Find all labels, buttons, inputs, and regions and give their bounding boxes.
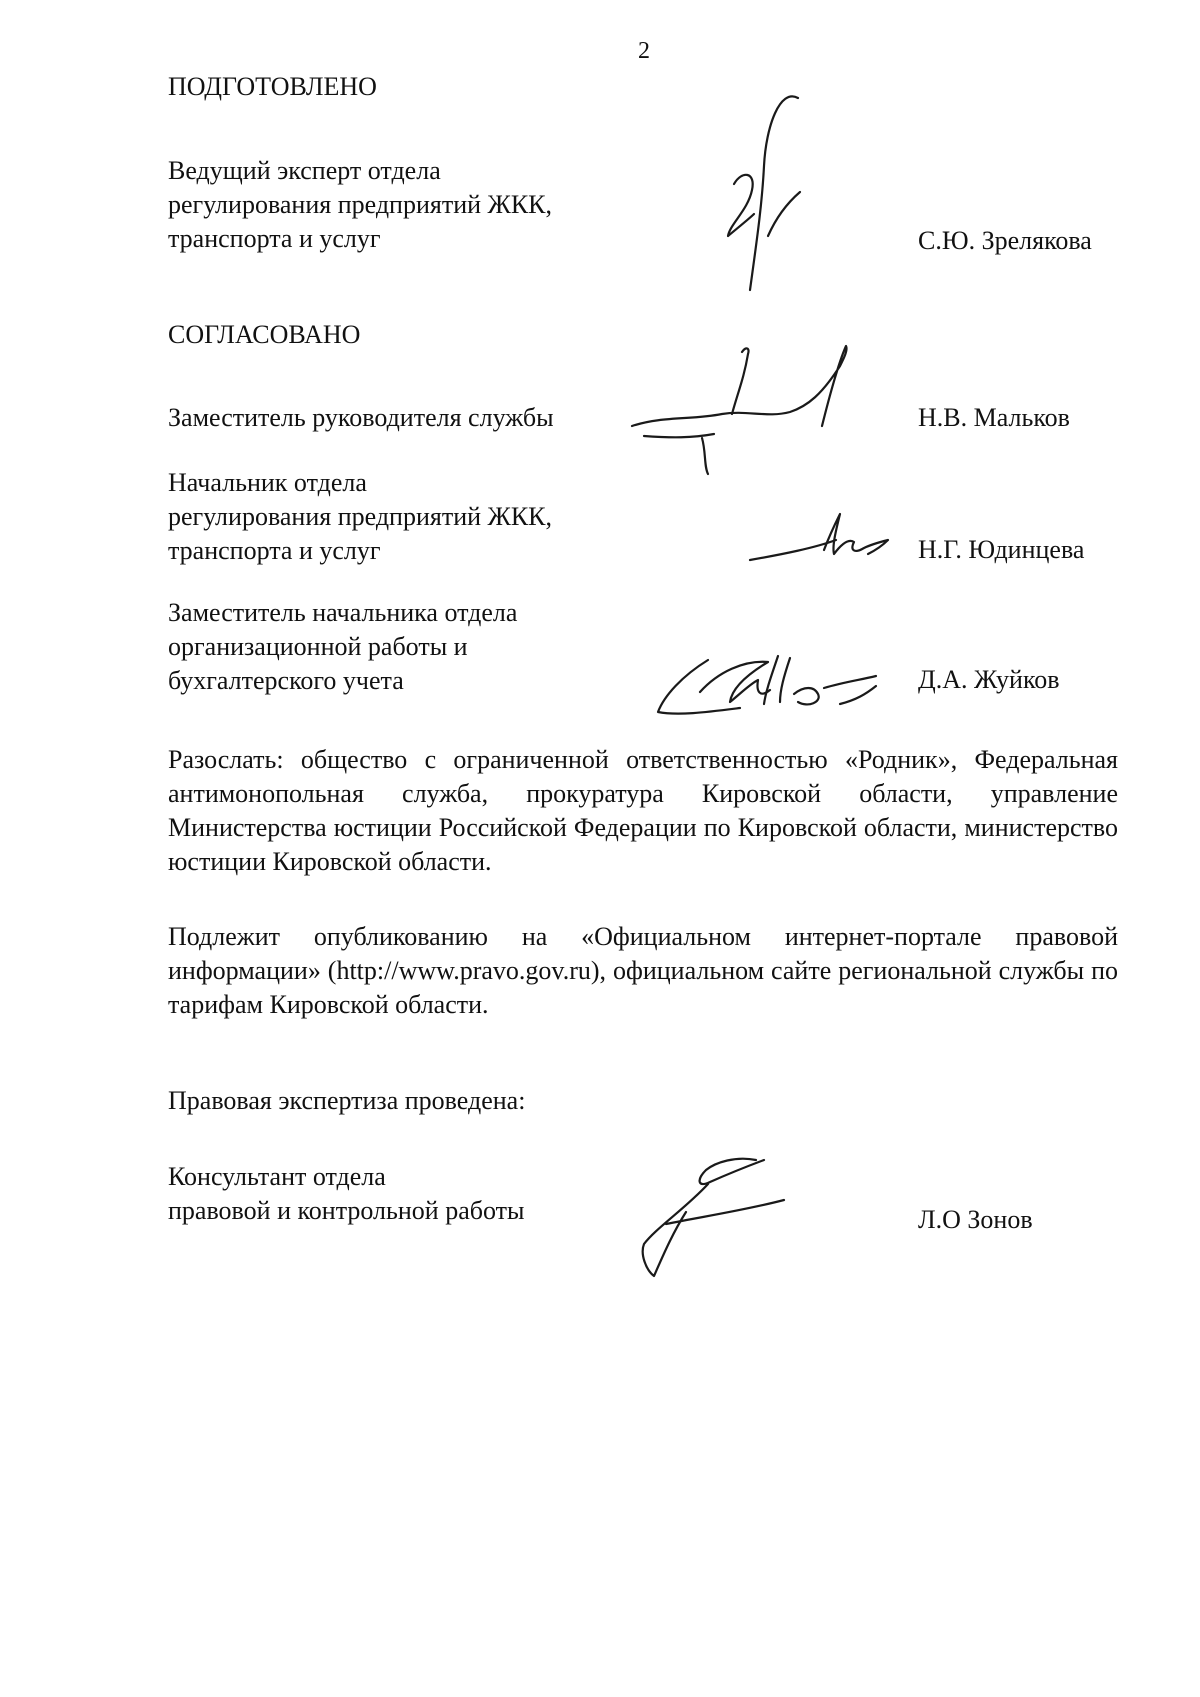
legal-review-position	[168, 1160, 524, 1228]
signature-zonov	[636, 1148, 796, 1278]
signature-yudintseva	[744, 510, 894, 570]
legal-review-heading: Правовая экспертиза проведена:	[168, 1086, 526, 1115]
position-line: Консультант отдела	[168, 1162, 386, 1191]
position-line: регулирования предприятий ЖКК,	[168, 190, 553, 219]
prepared-heading: ПОДГОТОВЛЕНО	[168, 72, 377, 101]
prepared-position	[168, 154, 552, 256]
agreed-position-1	[168, 401, 554, 435]
position-line: транспорта и услуг	[168, 536, 381, 565]
page-number: 2	[638, 38, 650, 64]
position-line: правовой и контрольной работы	[168, 1196, 525, 1225]
agreed-name-2: Н.Г. Юдинцева	[918, 535, 1085, 564]
signature-malkov	[622, 334, 872, 484]
legal-review-name: Л.О Зонов	[918, 1205, 1033, 1234]
publication-paragraph: Подлежит опубликованию на «Официальном интернет-портале правовой информации» (http://www.pravo.gov.ru), официальном сайте региональной службы по тарифам Кировской области.	[168, 922, 1118, 1019]
agreed-position-2	[168, 466, 552, 568]
agreed-position-3	[168, 596, 517, 698]
agreed-heading: СОГЛАСОВАНО	[168, 320, 361, 349]
position-line: Ведущий эксперт отдела	[168, 156, 441, 185]
position-line: регулирования предприятий ЖКК,	[168, 502, 553, 531]
signature-zhuykov	[648, 642, 888, 732]
agreed-name-1: Н.В. Мальков	[918, 403, 1070, 432]
distribution-paragraph: Разослать: общество с ограниченной ответственностью «Родник», Федеральная антимонопольная служба, прокуратура Кировской области, управление Министерства юстиции Российской Федерации по Кировской области, министерство юстиции Кировской области.	[168, 745, 1118, 876]
position-line: Начальник отдела	[168, 468, 367, 497]
prepared-name: С.Ю. Зрелякова	[918, 226, 1092, 255]
position-line: организационной работы и	[168, 632, 468, 661]
position-line: Заместитель руководителя службы	[168, 403, 554, 432]
position-line: Заместитель начальника отдела	[168, 598, 518, 627]
position-line: транспорта и услуг	[168, 224, 381, 253]
signature-zrelyakova	[720, 86, 820, 296]
position-line: бухгалтерского учета	[168, 666, 404, 695]
agreed-name-3: Д.А. Жуйков	[918, 665, 1060, 694]
